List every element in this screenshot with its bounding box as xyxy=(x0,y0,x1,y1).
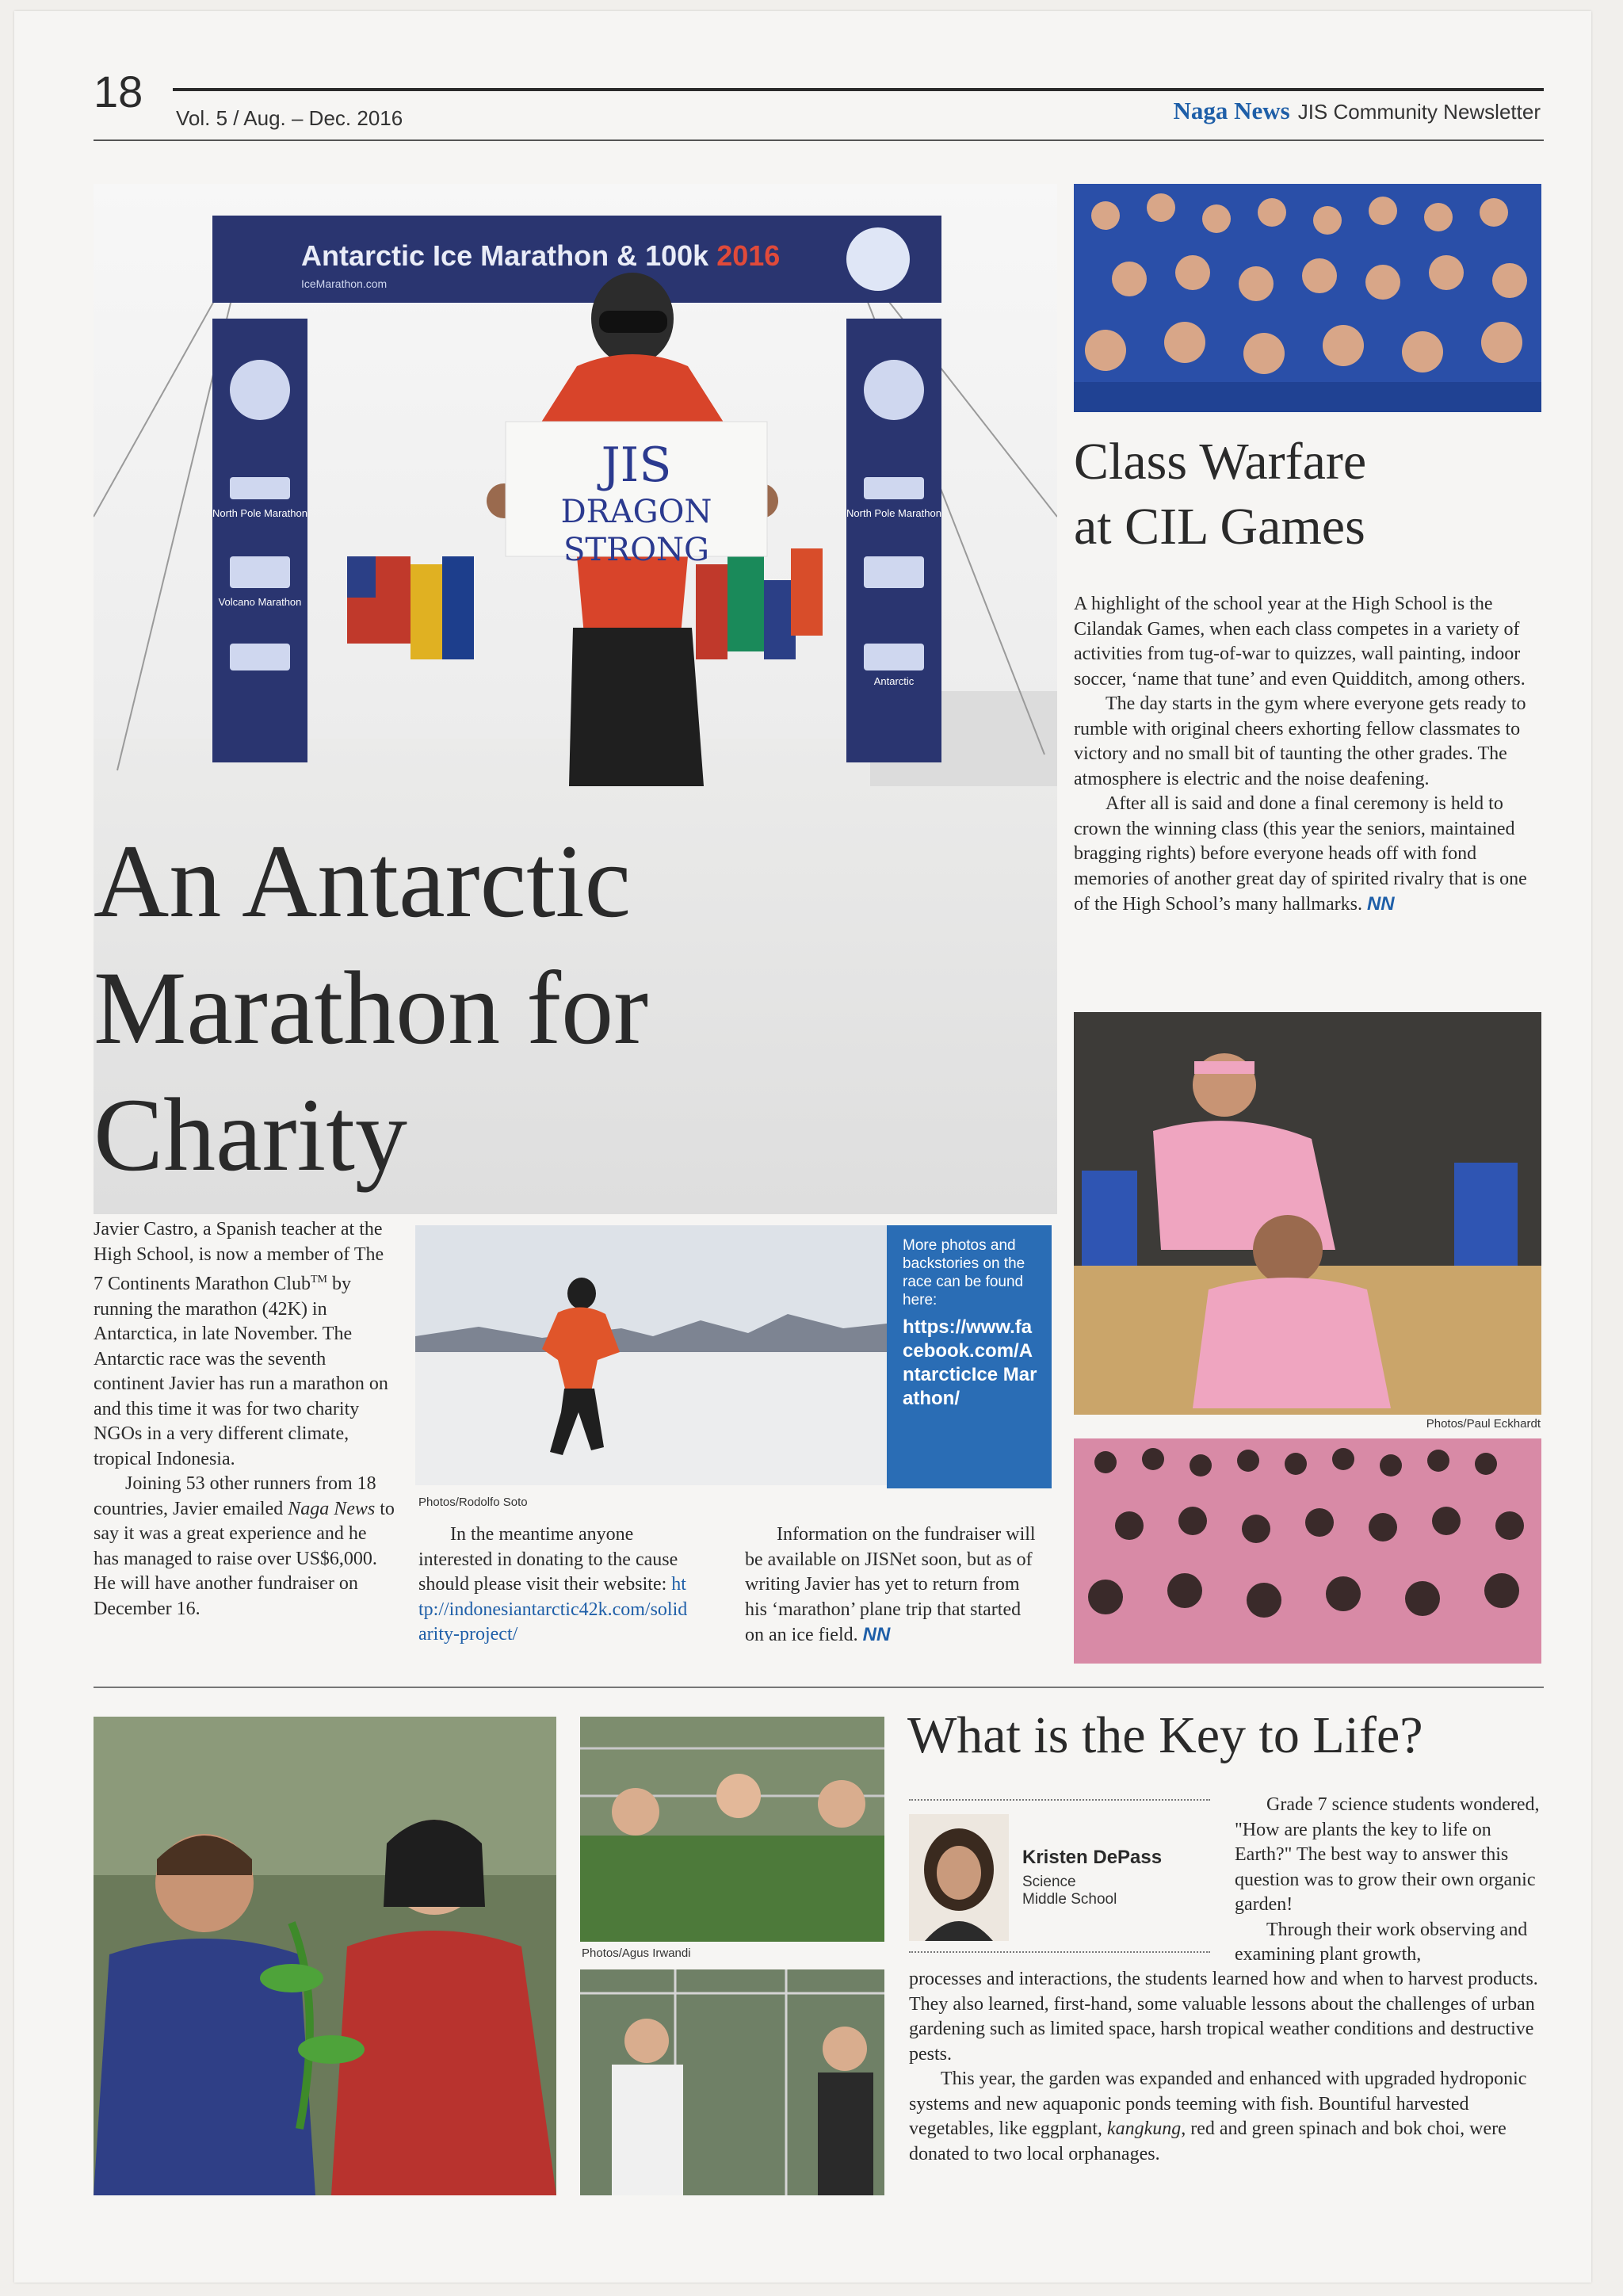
author-box-bottom-dots xyxy=(909,1951,1210,1953)
author-division: Middle School xyxy=(1022,1891,1117,1908)
runner-on-ice-photo xyxy=(415,1225,887,1485)
trademark-mark: TM xyxy=(310,1274,327,1286)
headline-line-1: An Antarctic xyxy=(94,823,632,939)
finish-banner-url: IceMarathon.com xyxy=(301,277,388,290)
greenhouse-scene-2 xyxy=(580,1969,884,2195)
marathon-col1-p2a: Joining 53 other runners from 18 countries, Javier emailed xyxy=(94,1473,376,1519)
issue-date: Vol. 5 / Aug. – Dec. 2016 xyxy=(176,106,403,130)
key-p1b: Through their work observing and examining plant growth, xyxy=(1235,1919,1528,1965)
cil-headline-line-2: at CIL Games xyxy=(1074,498,1365,556)
donation-link[interactable]: http://indonesiantarctic42k.com/solidarity-project/ xyxy=(418,1574,688,1645)
key-body-wide xyxy=(909,1967,1543,2167)
finish-banner-title: Antarctic Ice Marathon & 100k xyxy=(301,239,709,272)
marathon-column-1 xyxy=(94,1217,395,1622)
newsletter-name: JIS Community Newsletter xyxy=(1297,100,1541,124)
author-box-top-dots xyxy=(909,1799,1210,1801)
blue-crowd-scene xyxy=(1074,184,1541,412)
author-photo xyxy=(909,1814,1009,1941)
garden-kids-scene xyxy=(94,1717,556,2195)
headline-line-2: Marathon for xyxy=(94,949,649,1066)
piggyback-scene xyxy=(1074,1012,1541,1415)
students-with-plants-photo xyxy=(94,1717,556,2195)
finish-banner-text xyxy=(301,239,780,273)
cil-p1: A highlight of the school year at the High School is the Cilandak Games, when each class competes in a variety of activities from tug-of-war to quizzes, wall painting, indoor soccer, ‘name that tune’ and even Quidditch, among others. xyxy=(1074,594,1526,690)
key-p2a: This year, the garden was expanded and enhanced with upgraded hydroponic systems and new aquaponic ponds teeming with fish. Bountiful harvested vegetables, like eggplant, xyxy=(909,2069,1527,2139)
author-portrait xyxy=(909,1814,1009,1941)
author-byline xyxy=(1022,1847,1162,1908)
cil-pink-crowd-photo xyxy=(1074,1438,1541,1664)
cil-p2: The day starts in the gym where everyone gets ready to rumble with original cheers exhorting fellow classmates to victory and no small bit of taunting the other grades. The atmosphere is electric and the noise deafening. xyxy=(1074,693,1526,789)
marathon-finish-photo xyxy=(94,184,1057,1214)
promo-text: More photos and backstories on the race can be found here: xyxy=(903,1237,1025,1308)
cil-piggyback-photo xyxy=(1074,1012,1541,1415)
marathon-col2-text: In the meantime anyone interested in donating to the cause should please visit their website: xyxy=(418,1524,678,1595)
header-bottom-rule xyxy=(94,139,1544,141)
greenhouse-students-photo-1 xyxy=(580,1717,884,1942)
greenhouse-students-photo-2 xyxy=(580,1969,884,2195)
key-intro-column xyxy=(1235,1793,1545,1968)
sign-line-dragon-strong: DRAGON STRONG xyxy=(560,494,712,568)
cil-headline-line-1: Class Warfare xyxy=(1074,433,1367,491)
race-sign xyxy=(506,422,767,568)
cil-article-body xyxy=(1074,592,1543,918)
pink-crowd-scene xyxy=(1074,1438,1541,1664)
publication-name: Naga News xyxy=(288,1498,376,1519)
section-divider xyxy=(94,1687,1544,1688)
promo-link[interactable]: https://www.facebook.com/AntarcticIce Marathon/ xyxy=(903,1316,1037,1409)
page-number: 18 xyxy=(94,67,143,117)
key-photo-credit: Photos/Agus Irwandi xyxy=(582,1946,691,1960)
cil-headline xyxy=(1074,430,1366,560)
facebook-promo-box[interactable] xyxy=(887,1225,1052,1488)
key-headline: What is the Key to Life? xyxy=(907,1706,1423,1764)
key-p1a: Grade 7 science students wondered, "How are plants the key to life on Earth?" The best way to answer this question was to grow their own organic garden! xyxy=(1235,1794,1540,1915)
cil-photo-credit: Photos/Paul Eckhardt xyxy=(1426,1417,1541,1431)
cil-cheering-crowd-photo xyxy=(1074,184,1541,412)
author-department: Science xyxy=(1022,1874,1076,1890)
key-p2b: , red and green spinach and bok choi, were donated to two local orphanages. xyxy=(909,2118,1507,2164)
cil-p3: After all is said and done a final ceremony is held to crown the winning class (this year the seniors, maintained bragging rights) before everyone heads off with fond memories of another great day of spirited rivalry that is one of the High School’s many hallmarks. xyxy=(1074,793,1527,915)
marathon-col1-p2b: to say it was a great experience and he has managed to raise over US$6,000. He will have another fundraiser on December 16. xyxy=(94,1498,395,1619)
marathon-col3-text: Information on the fundraiser will be available on JISNet soon, but as of writing Javier has yet to return from his ‘marathon’ plane trip that started on an ice field. xyxy=(745,1524,1036,1645)
marathon-headline xyxy=(94,818,648,1198)
marathon-col1-p1: Javier Castro, a Spanish teacher at the High School, is now a member of The 7 Continents Marathon Club xyxy=(94,1219,384,1294)
pillar-label-right-1: North Pole Marathon xyxy=(846,507,941,519)
cil-sign-off: NN xyxy=(1366,893,1395,915)
pillar-label-left-2: Volcano Marathon xyxy=(218,596,302,608)
marathon-photo-credit: Photos/Rodolfo Soto xyxy=(418,1496,528,1509)
author-name: Kristen DePass xyxy=(1022,1847,1163,1868)
header-top-rule xyxy=(173,88,1544,91)
key-p1c: processes and interactions, the students learned how and when to harvest products. They also learned, first-hand, some valuable lessons about the challenges of urban gardening such as limited space, harsh tropical weather conditions and destructive pests. xyxy=(909,1969,1538,2065)
marathon-col1-p1b: by running the marathon (42K) in Antarctica, in late November. The Antarctic race was the seventh continent Javier has run a marathon on and this time it was for two charity NGOs in a very different climate, tropical Indonesia. xyxy=(94,1274,388,1469)
brand-name: Naga News xyxy=(1173,97,1290,124)
sign-line-jis: JIS xyxy=(601,437,672,493)
pillar-label-right-3: Antarctic xyxy=(873,675,915,687)
finish-banner-year: 2016 xyxy=(716,239,781,272)
runner-on-ice-scene xyxy=(415,1225,887,1485)
marathon-sign-off: NN xyxy=(862,1624,891,1645)
marathon-column-2 xyxy=(418,1522,688,1648)
marathon-column-3 xyxy=(745,1522,1040,1648)
masthead xyxy=(1173,97,1541,125)
pillar-label-left-1: North Pole Marathon xyxy=(212,507,307,519)
greenhouse-scene-1 xyxy=(580,1717,884,1942)
key-p2-italic: kangkung xyxy=(1106,2118,1182,2139)
headline-line-3: Charity xyxy=(94,1076,407,1193)
